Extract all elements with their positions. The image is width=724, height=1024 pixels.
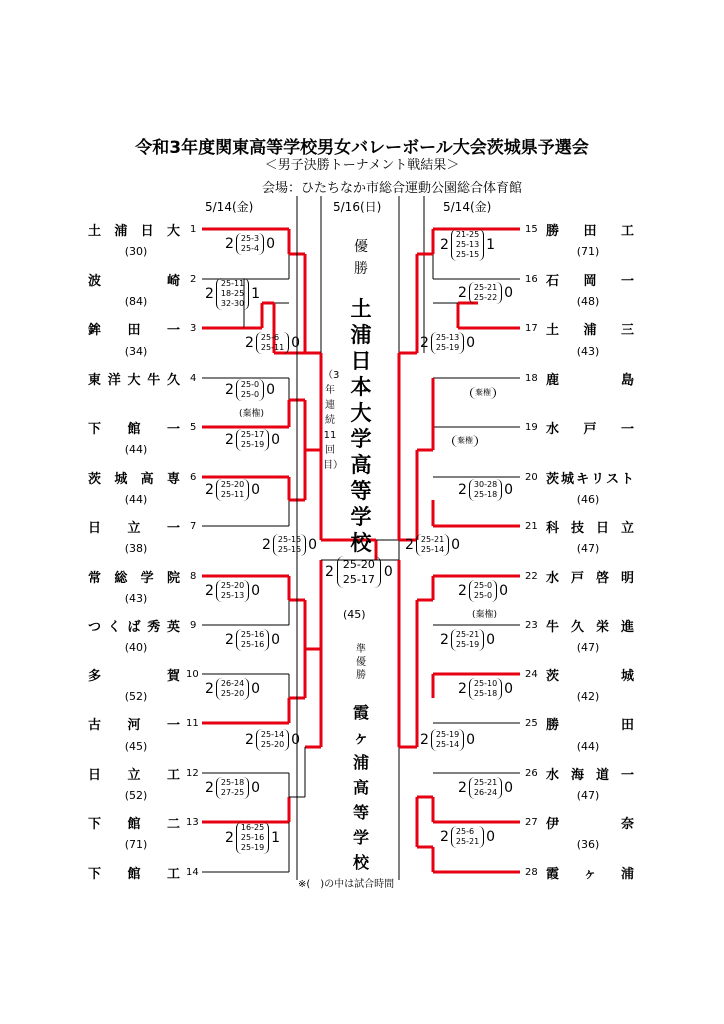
set-scores (431, 729, 464, 751)
set-scores (236, 379, 264, 401)
set-score: 18-25 (220, 289, 245, 298)
left-team-seed: 9 (190, 620, 197, 631)
set-scores (216, 580, 249, 602)
match-score (420, 729, 475, 751)
match-score (205, 479, 260, 501)
champion-label: 優勝 (354, 239, 368, 277)
sets-won: 2 (245, 335, 254, 351)
left-match-time: (44) (124, 443, 148, 456)
right-team-name: 勝田工 (546, 224, 634, 239)
sets-lost: 0 (266, 236, 275, 252)
right-team-name: 土浦三 (546, 323, 634, 338)
left-team-seed: 14 (186, 867, 199, 878)
set-score: 25-20 (342, 558, 375, 571)
set-scores (256, 729, 289, 751)
sets-won: 2 (325, 564, 334, 580)
sets-lost: 0 (504, 780, 514, 796)
match-score (440, 229, 495, 261)
footnote: ※( )の中は試合時間 (298, 879, 395, 890)
set-scores (256, 332, 289, 354)
sets-won: 2 (458, 583, 467, 599)
sets-won: 2 (225, 236, 234, 252)
set-scores (469, 777, 502, 799)
sets-lost: 0 (291, 732, 301, 748)
left-team-name: 下館二 (88, 817, 180, 832)
set-scores (216, 777, 249, 799)
date-right: 5/14(金) (443, 200, 492, 214)
right-team-seed: 25 (525, 718, 538, 729)
left-team-name: 茨城高専 (88, 472, 180, 487)
left-team-name: 日立工 (88, 768, 180, 783)
set-score: 25-13 (220, 591, 245, 600)
set-score: 26-24 (473, 788, 498, 797)
right-match-time: (47) (576, 641, 600, 654)
match-score (205, 777, 260, 799)
set-scores (337, 556, 381, 588)
sets-lost: 0 (466, 732, 476, 748)
left-match-time: (43) (124, 592, 148, 605)
right-team-seed: 24 (525, 669, 538, 680)
set-score: 25-14 (435, 740, 460, 749)
sets-won: 2 (458, 482, 467, 498)
set-score: 25-16 (240, 640, 265, 649)
set-score: 25-15 (455, 250, 480, 259)
left-team-seed: 8 (190, 571, 197, 582)
venue-text: 会場：ひたちなか市総合運動公園総合体育館 (261, 181, 522, 196)
page-title: 令和3年度関東高等学校男女バレーボール大会茨城県予選会 (135, 138, 589, 158)
right-team-name: 霞ヶ浦 (546, 867, 634, 882)
right-team-name: 水戸一 (546, 422, 634, 437)
set-score: 25-19 (435, 730, 460, 739)
match-score (225, 233, 275, 255)
left-team-name: 下館一 (88, 422, 180, 437)
set-scores (216, 278, 249, 310)
sets-lost: 0 (486, 632, 496, 648)
set-score: 25-0 (240, 380, 260, 389)
date-center: 5/16(日) (333, 200, 382, 214)
sets-lost: 0 (266, 382, 275, 398)
match-score (225, 822, 280, 854)
right-team-name: 科技日立 (546, 521, 634, 536)
left-match-time: (52) (124, 789, 148, 802)
set-scores (236, 629, 269, 651)
sets-lost: 0 (504, 482, 514, 498)
sets-won: 2 (225, 432, 234, 448)
set-score: 25-22 (473, 293, 498, 302)
set-scores (273, 534, 306, 556)
right-match-time: (44) (576, 740, 600, 753)
sets-won: 2 (440, 237, 449, 253)
sets-won: 2 (420, 732, 429, 748)
forfeit-note: (棄権) (472, 610, 498, 620)
date-left: 5/14(金) (205, 200, 254, 214)
set-scores (469, 678, 502, 700)
sets-lost: 0 (451, 537, 461, 553)
right-team-seed: 20 (525, 472, 538, 483)
match-score (458, 479, 513, 501)
right-match-time: (47) (576, 789, 600, 802)
set-scores (451, 229, 484, 261)
right-team-name: 牛久栄進 (546, 620, 634, 635)
right-match-time: (47) (576, 542, 600, 555)
set-score: 25-21 (455, 837, 480, 846)
sets-lost: 0 (504, 285, 514, 301)
match-score (468, 382, 498, 401)
right-team-name: 水戸啓明 (546, 571, 634, 586)
forfeit-note: (棄権) (239, 409, 265, 419)
set-scores (469, 580, 497, 602)
set-score: 21-25 (455, 230, 480, 239)
set-score: 25-4 (240, 244, 260, 253)
left-match-time: (34) (124, 345, 148, 358)
right-team-seed: 18 (525, 373, 538, 384)
set-scores (469, 479, 502, 501)
left-team-seed: 2 (190, 274, 197, 285)
left-team-seed: 12 (186, 768, 199, 779)
left-match-time: (38) (124, 542, 148, 555)
set-scores (416, 534, 449, 556)
set-score: 32-30 (220, 299, 245, 308)
left-match-time: (84) (124, 295, 148, 308)
left-team-name: 東洋大牛久 (88, 373, 180, 388)
sets-lost: 1 (251, 286, 261, 302)
right-team-name: 茨城キリスト (546, 472, 634, 487)
left-match-time: (30) (124, 245, 148, 258)
left-match-time: (45) (124, 740, 148, 753)
set-score: 25-0 (473, 591, 493, 600)
right-team-name: 石岡一 (546, 274, 634, 289)
set-score: 25-13 (455, 240, 480, 249)
match-score (245, 729, 300, 751)
right-team-name: 水海道一 (546, 768, 634, 783)
right-match-time: (43) (576, 345, 600, 358)
set-score: 25-15 (277, 535, 302, 544)
set-score: 25-11 (220, 279, 245, 288)
left-match-time: (52) (124, 690, 148, 703)
match-score (405, 534, 460, 556)
set-score: 25-14 (420, 545, 445, 554)
match-score (458, 777, 513, 799)
set-score: 棄権 (457, 435, 473, 445)
right-team-seed: 27 (525, 817, 538, 828)
right-match-time: (42) (576, 690, 600, 703)
match-score (450, 430, 480, 449)
set-score: 25-18 (220, 778, 245, 787)
left-match-time: (44) (124, 493, 148, 506)
sets-lost: 0 (251, 681, 261, 697)
set-scores (451, 629, 484, 651)
sets-lost: 0 (383, 564, 393, 580)
left-team-seed: 4 (190, 373, 197, 384)
set-scores (236, 822, 269, 854)
left-team-name: 波崎 (88, 274, 180, 289)
sets-won: 2 (205, 583, 214, 599)
set-score: 25-6 (260, 333, 280, 342)
match-score (205, 580, 260, 602)
set-score: 25-21 (420, 535, 445, 544)
sets-won: 2 (458, 780, 467, 796)
set-score: 25-18 (473, 689, 498, 698)
set-score: 25-17 (342, 573, 375, 586)
sets-won: 2 (245, 732, 254, 748)
sets-lost: 0 (486, 829, 496, 845)
left-team-seed: 7 (190, 521, 197, 532)
sets-won: 2 (205, 780, 214, 796)
set-scores (216, 678, 249, 700)
match-score (245, 332, 300, 354)
right-team-seed: 21 (525, 521, 538, 532)
sets-won: 2 (205, 286, 214, 302)
sets-lost: 0 (271, 632, 281, 648)
match-score (420, 332, 475, 354)
sets-lost: 0 (251, 780, 261, 796)
page-subtitle: ＜男子決勝トーナメント戦結果＞ (264, 158, 460, 173)
sets-won: 2 (205, 482, 214, 498)
sets-lost: 0 (271, 432, 281, 448)
match-score (225, 629, 280, 651)
right-team-name: 勝田 (546, 718, 634, 733)
right-team-seed: 22 (525, 571, 538, 582)
left-team-seed: 5 (190, 422, 197, 433)
set-score: 26-24 (220, 679, 245, 688)
set-scores (470, 387, 496, 399)
match-score (262, 534, 317, 556)
set-score: 25-3 (240, 234, 260, 243)
match-score (440, 629, 495, 651)
sets-won: 2 (405, 537, 414, 553)
match-score (205, 278, 260, 310)
left-match-time: (40) (124, 641, 148, 654)
set-score: 25-20 (220, 689, 245, 698)
set-score: 25-0 (473, 581, 493, 590)
right-team-seed: 19 (525, 422, 538, 433)
left-team-name: 下館工 (88, 867, 180, 882)
champion-streak: （3年連続11回目） (323, 370, 343, 471)
sets-won: 2 (225, 830, 234, 846)
set-score: 25-14 (260, 730, 285, 739)
final-score (325, 556, 393, 588)
right-team-name: 鹿島 (546, 373, 634, 388)
set-score: 27-25 (220, 788, 245, 797)
left-match-time: (71) (124, 838, 148, 851)
match-score (440, 826, 495, 848)
sets-won: 2 (440, 829, 449, 845)
sets-won: 2 (262, 537, 271, 553)
set-score: 25-0 (240, 390, 260, 399)
sets-lost: 0 (499, 583, 508, 599)
set-score: 25-20 (260, 740, 285, 749)
set-score: 16-25 (240, 823, 265, 832)
runner-up-name: 霞ヶ浦高等学校 (352, 703, 369, 872)
left-team-name: 古河一 (88, 718, 180, 733)
set-score: 30-28 (473, 480, 498, 489)
left-team-seed: 13 (186, 817, 199, 828)
set-score: 25-19 (435, 343, 460, 352)
sets-won: 2 (420, 335, 429, 351)
set-score: 25-16 (240, 833, 265, 842)
set-score: 25-11 (260, 343, 285, 352)
right-match-time: (48) (576, 295, 600, 308)
set-score: 25-13 (435, 333, 460, 342)
left-team-seed: 6 (190, 472, 197, 483)
set-scores (469, 282, 502, 304)
set-scores (216, 479, 249, 501)
set-score: 25-21 (455, 630, 480, 639)
match-score (458, 580, 508, 602)
right-team-seed: 26 (525, 768, 538, 779)
left-team-name: 日立一 (88, 521, 180, 536)
set-score: 25-18 (473, 490, 498, 499)
set-scores (451, 826, 484, 848)
right-match-time: (71) (576, 245, 600, 258)
set-score: 25-21 (473, 778, 498, 787)
left-team-seed: 11 (186, 718, 199, 729)
set-scores (452, 435, 478, 447)
champion-name: 土浦日本大学高等学校 (350, 297, 372, 555)
left-team-seed: 10 (186, 669, 199, 680)
sets-won: 2 (205, 681, 214, 697)
set-score: 25-17 (240, 430, 265, 439)
set-score: 25-19 (240, 440, 265, 449)
right-team-seed: 28 (525, 867, 538, 878)
sets-lost: 0 (504, 681, 514, 697)
match-score (225, 379, 275, 401)
match-score (205, 678, 260, 700)
left-team-name: 鉾田一 (88, 323, 180, 338)
set-scores (431, 332, 464, 354)
right-team-name: 茨城 (546, 669, 634, 684)
right-team-seed: 16 (525, 274, 538, 285)
match-score (458, 678, 513, 700)
right-match-time: (36) (576, 838, 600, 851)
left-team-name: つくば秀英 (88, 620, 180, 635)
sets-lost: 0 (308, 537, 318, 553)
set-scores (236, 233, 264, 255)
right-match-time: (46) (576, 493, 600, 506)
set-score: 25-20 (220, 581, 245, 590)
runner-up-label: 準優勝 (356, 644, 366, 681)
set-score: 25-19 (240, 843, 265, 852)
sets-won: 2 (225, 632, 234, 648)
sets-won: 2 (458, 681, 467, 697)
set-score: 25-6 (455, 827, 475, 836)
set-score: 棄権 (475, 387, 491, 397)
sets-won: 2 (440, 632, 449, 648)
match-score (225, 429, 280, 451)
sets-lost: 1 (271, 830, 281, 846)
left-team-name: 土浦日大 (88, 224, 180, 239)
set-score: 25-10 (473, 679, 498, 688)
sets-won: 2 (458, 285, 467, 301)
match-score (458, 282, 513, 304)
left-team-seed: 1 (190, 224, 197, 235)
set-score: 25-19 (455, 640, 480, 649)
left-team-name: 多賀 (88, 669, 180, 684)
sets-lost: 1 (486, 237, 496, 253)
left-team-name: 常総学院 (88, 571, 180, 586)
left-team-seed: 3 (190, 323, 197, 334)
set-score: 25-16 (240, 630, 265, 639)
set-score: 25-15 (277, 545, 302, 554)
right-team-name: 伊奈 (546, 817, 634, 832)
right-team-seed: 23 (525, 620, 538, 631)
set-score: 25-20 (220, 480, 245, 489)
sets-lost: 0 (291, 335, 301, 351)
sets-lost: 0 (251, 583, 261, 599)
final-time: (45) (343, 608, 366, 621)
sets-lost: 0 (251, 482, 261, 498)
sets-lost: 0 (466, 335, 476, 351)
set-score: 25-11 (220, 490, 245, 499)
set-score: 25-21 (473, 283, 498, 292)
right-team-seed: 15 (525, 224, 538, 235)
sets-won: 2 (225, 382, 234, 398)
set-scores (236, 429, 269, 451)
right-team-seed: 17 (525, 323, 538, 334)
